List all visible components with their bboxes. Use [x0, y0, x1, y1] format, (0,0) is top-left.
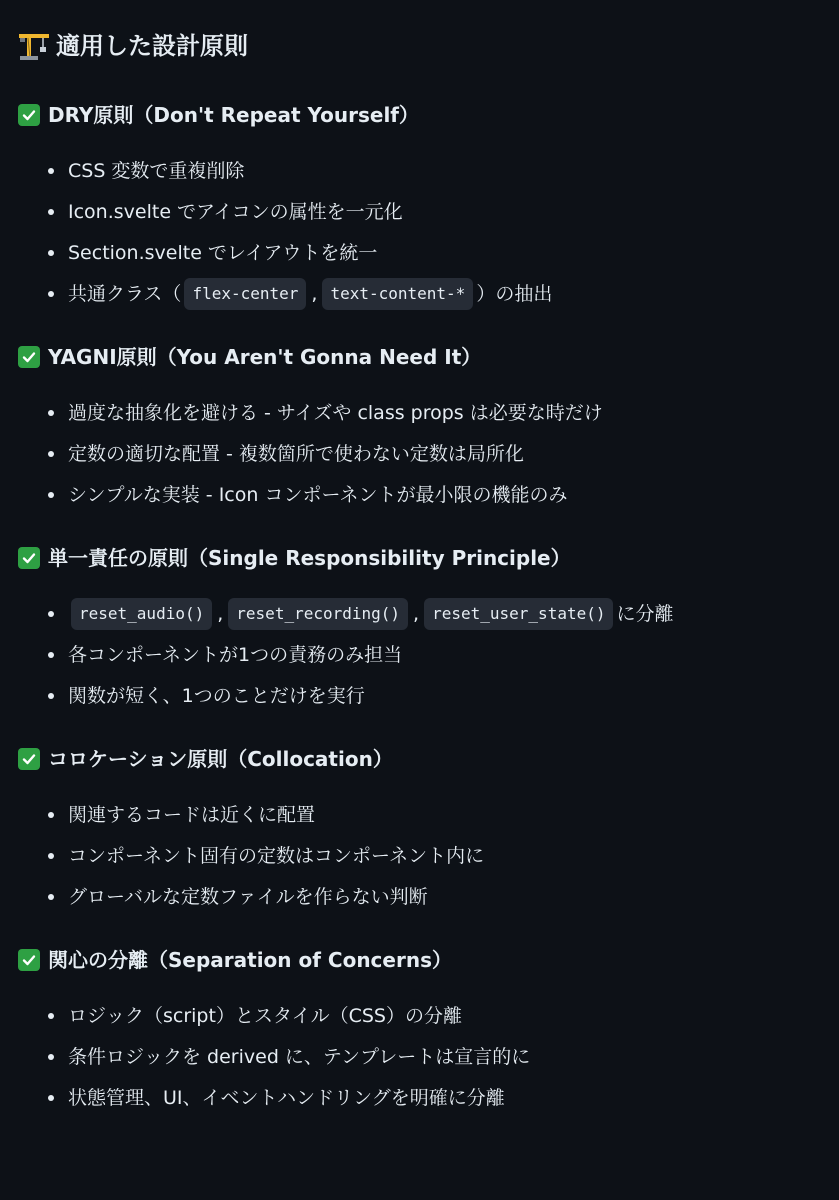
separator: ,: [311, 282, 318, 305]
bullet-dot: [48, 894, 54, 900]
bullet-dot: [48, 451, 54, 457]
list-item: [46, 150, 819, 191]
bullet-dot: [48, 1054, 54, 1060]
bullet-dot: [48, 168, 54, 174]
section-heading-text: YAGNI原則（You Aren't Gonna Need It）: [48, 345, 482, 369]
list-item: [46, 474, 819, 515]
list-item-text: 関数が短く、1つのことだけを実行: [68, 684, 365, 707]
list-item: [46, 392, 819, 433]
white-check-mark-icon: [18, 547, 40, 569]
white-check-mark-icon: [18, 949, 40, 971]
list-item: [46, 675, 819, 716]
list-item-text: ）の抽出: [476, 282, 553, 305]
bullet-dot: [48, 1013, 54, 1019]
bullet-dot: [48, 611, 54, 617]
bullet-dot: [48, 812, 54, 818]
list-item: [46, 634, 819, 675]
list-item-text: 各コンポーネントが1つの責務のみ担当: [68, 643, 403, 666]
section-heading: [18, 342, 819, 372]
inline-code: flex-center: [184, 278, 306, 310]
inline-code: reset_user_state(): [424, 598, 613, 630]
inline-code: text-content-*: [322, 278, 473, 310]
list-item-text: グローバルな定数ファイルを作らない判断: [68, 885, 428, 908]
section-heading: [18, 945, 819, 975]
list-item: [46, 876, 819, 917]
section-heading: [18, 744, 819, 774]
bullet-dot: [48, 853, 54, 859]
list-item: [46, 191, 819, 232]
bullet-list: [18, 794, 819, 917]
inline-code: reset_recording(): [228, 598, 408, 630]
bullet-dot: [48, 250, 54, 256]
list-item-text: 共通クラス（: [68, 282, 182, 305]
list-item-text: 定数の適切な配置 - 複数箇所で使わない定数は局所化: [68, 442, 524, 465]
list-item: [46, 1036, 819, 1077]
list-item: [46, 794, 819, 835]
section-dry: [18, 100, 819, 314]
list-item-text: Section.svelte でレイアウトを統一: [68, 241, 378, 264]
bullet-dot: [48, 209, 54, 215]
list-item: [46, 273, 819, 314]
list-item-text: シンプルな実装 - Icon コンポーネントが最小限の機能のみ: [68, 483, 568, 506]
section-heading: [18, 100, 819, 130]
section-separation-of-concerns: [18, 945, 819, 1118]
section-heading-text: 関心の分離（Separation of Concerns）: [48, 948, 452, 972]
bullet-dot: [48, 1095, 54, 1101]
list-item: [46, 593, 819, 634]
list-item: [46, 232, 819, 273]
separator: ,: [413, 602, 420, 625]
section-heading: [18, 543, 819, 573]
section-heading-text: コロケーション原則（Collocation）: [48, 747, 393, 771]
list-item: [46, 1077, 819, 1118]
bullet-dot: [48, 652, 54, 658]
list-item-text: コンポーネント固有の定数はコンポーネント内に: [68, 844, 485, 867]
page-title: [18, 28, 819, 64]
white-check-mark-icon: [18, 104, 40, 126]
white-check-mark-icon: [18, 346, 40, 368]
bullet-list: [18, 593, 819, 716]
list-item-text: 条件ロジックを derived に、テンプレートは宣言的に: [68, 1045, 531, 1068]
list-item: [46, 433, 819, 474]
bullet-dot: [48, 410, 54, 416]
inline-code: reset_audio(): [71, 598, 212, 630]
list-item-text: 状態管理、UI、イベントハンドリングを明確に分離: [68, 1086, 505, 1109]
white-check-mark-icon: [18, 748, 40, 770]
list-item: [46, 995, 819, 1036]
section-yagni: [18, 342, 819, 515]
list-item-text: 過度な抽象化を避ける - サイズや class props は必要な時だけ: [68, 401, 603, 424]
list-item: [46, 835, 819, 876]
list-item-text: に分離: [616, 602, 674, 625]
section-single-responsibility: [18, 543, 819, 716]
bullet-dot: [48, 693, 54, 699]
list-item-text: 関連するコードは近くに配置: [68, 803, 316, 826]
list-item-text: Icon.svelte でアイコンの属性を一元化: [68, 200, 403, 223]
section-heading-text: 単一責任の原則（Single Responsibility Principle）: [48, 546, 571, 570]
list-item-text: CSS 変数で重複削除: [68, 159, 245, 182]
list-item-text: ロジック（script）とスタイル（CSS）の分離: [68, 1004, 462, 1027]
construction-crane-icon: [18, 31, 50, 61]
bullet-list: [18, 392, 819, 515]
bullet-dot: [48, 291, 54, 297]
section-collocation: [18, 744, 819, 917]
section-heading-text: DRY原則（Don't Repeat Yourself）: [48, 103, 419, 127]
bullet-dot: [48, 492, 54, 498]
page-title-text: 適用した設計原則: [56, 32, 248, 60]
bullet-list: [18, 150, 819, 314]
separator: ,: [217, 602, 224, 625]
bullet-list: [18, 995, 819, 1118]
